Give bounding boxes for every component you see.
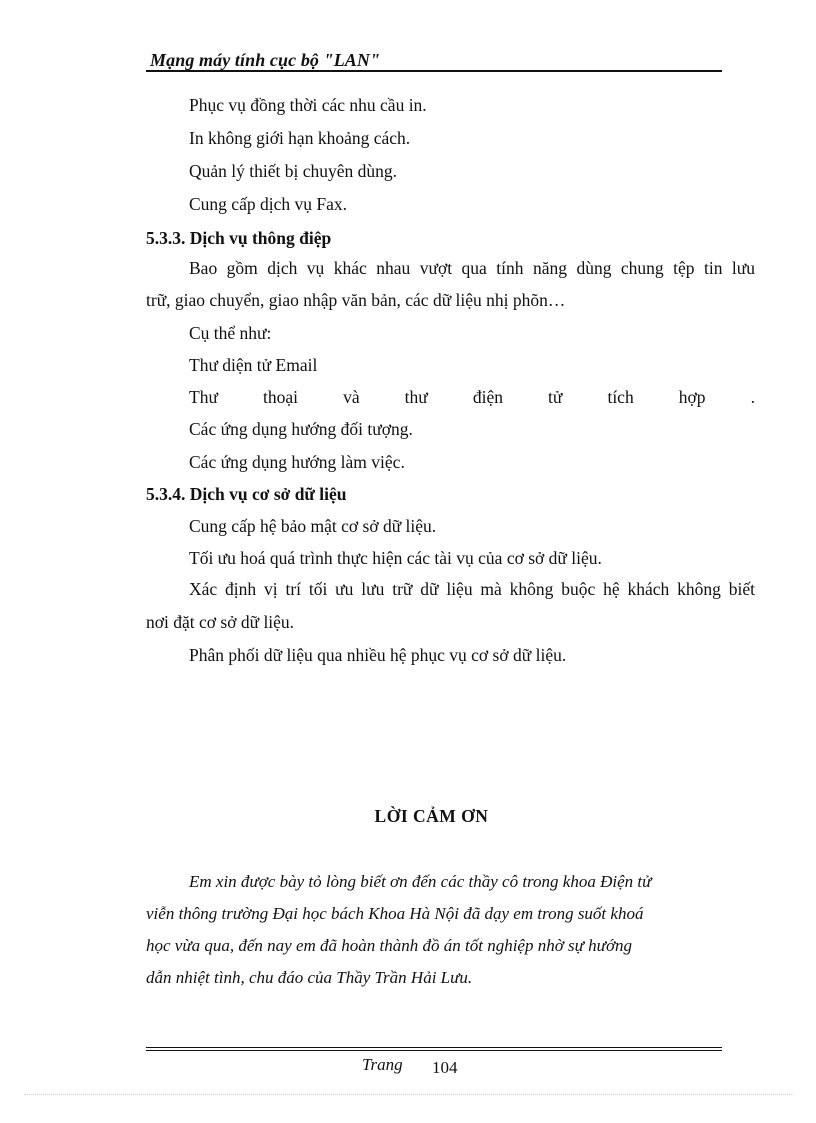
paragraph-work-oriented: Các ứng dụng hướng làm việc.: [189, 452, 405, 472]
voice-mail-word: Thư: [189, 387, 218, 407]
paragraph-email: Thư diện tử Email: [189, 355, 318, 375]
paragraph-object-oriented: Các ứng dụng hướng đối tượng.: [189, 419, 413, 439]
paragraph-print-distance: In không giới hạn khoảng cách.: [189, 128, 411, 148]
acknowledgement-line1: Em xin được bày tỏ lòng biết ơn đến các thầy cô trong khoa Điện tử: [189, 872, 652, 891]
voice-mail-word: thư: [404, 387, 428, 407]
voice-mail-word: điện: [472, 387, 503, 407]
acknowledgement-line2: viễn thông trường Đại học bách Khoa Hà Nội đã dạy em trong suốt khoá: [146, 904, 644, 923]
voice-mail-word: hợp: [678, 387, 706, 407]
paragraph-message-service-line1: Bao gồm dịch vụ khác nhau vượt qua tính năng dùng chung tệp tin lưu: [189, 258, 755, 278]
voice-mail-word: .: [750, 387, 755, 407]
acknowledgement-line3: học vừa qua, đến nay em đã hoàn thành đồ án tốt nghiệp nhờ sự hướng: [146, 936, 633, 955]
section-heading-5-3-4: 5.3.4. Dịch vụ cơ sở dữ liệu: [146, 484, 347, 504]
voice-mail-word: tích: [607, 387, 634, 407]
paragraph-db-security: Cung cấp hệ bảo mật cơ sở dữ liệu.: [189, 516, 437, 536]
paragraph-voice-mail: [189, 385, 755, 409]
paragraph-print-concurrent: Phục vụ đồng thời các nhu cầu in.: [189, 95, 427, 115]
paragraph-fax-service: Cung cấp dịch vụ Fax.: [189, 194, 347, 214]
header-title: Mạng máy tính cục bộ "LAN": [150, 50, 381, 70]
voice-mail-word: tử: [548, 387, 563, 407]
footer-rule-top: [146, 1047, 722, 1048]
paragraph-db-distribution: Phân phối dữ liệu qua nhiều hệ phục vụ cơ sở dữ liệu.: [189, 645, 567, 665]
paragraph-device-management: Quản lý thiết bị chuyên dùng.: [189, 161, 398, 181]
paragraph-message-service-line2: trữ, giao chuyển, giao nhập văn bản, các dữ liệu nhị phõn…: [146, 290, 566, 310]
paragraph-specifically: Cụ thể như:: [189, 323, 272, 343]
voice-mail-word: thoại: [263, 387, 298, 407]
footer-page-label: Trang: [362, 1055, 403, 1074]
paragraph-db-location-line1: Xác định vị trí tối ưu lưu trữ dữ liệu mà không buộc hệ khách không biết: [189, 579, 755, 599]
footer-rule-bottom: [146, 1050, 722, 1051]
voice-mail-word: và: [343, 387, 360, 407]
header-rule: [146, 70, 722, 72]
paragraph-db-location-line2: nơi đặt cơ sở dữ liệu.: [146, 612, 295, 632]
paragraph-db-optimize: Tối ưu hoá quá trình thực hiện các tài vụ của cơ sở dữ liệu.: [189, 548, 602, 568]
footer-page-number: 104: [432, 1058, 458, 1077]
page-border-dotted: [24, 1094, 794, 1095]
acknowledgement-title: LỜI CẢM ƠN: [374, 806, 489, 826]
acknowledgement-line4: dẫn nhiệt tình, chu đáo của Thầy Trần Hải Lưu.: [146, 968, 473, 987]
section-heading-5-3-3: 5.3.3. Dịch vụ thông điệp: [146, 228, 332, 248]
